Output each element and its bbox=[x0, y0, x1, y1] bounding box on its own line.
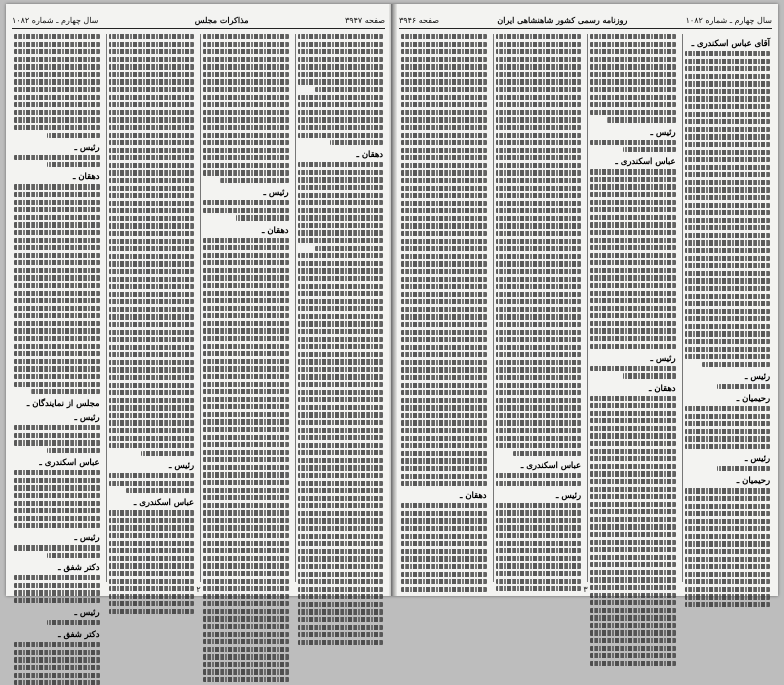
section-heading: مجلس از نمایندگان ـ bbox=[26, 398, 100, 409]
speaker-heading: عباس اسکندری ـ bbox=[520, 459, 581, 470]
speaker-heading: دکتر شفق ـ bbox=[58, 562, 100, 573]
left-page-header bbox=[12, 12, 385, 29]
speaker-heading: رحیمیان ـ bbox=[736, 393, 770, 404]
left-page-title: مذاکرات مجلس bbox=[194, 15, 249, 25]
speaker-heading: دهقان ـ bbox=[262, 224, 289, 235]
right-column-1 bbox=[682, 34, 773, 582]
speaker-heading: دهقان ـ bbox=[649, 382, 676, 393]
speaker-heading: رئیس ـ bbox=[74, 532, 100, 543]
speaker-heading: آقای عباس اسکندری ـ bbox=[691, 38, 770, 48]
left-page-footer: ۲ bbox=[196, 585, 201, 594]
right-page bbox=[392, 4, 778, 596]
speaker-heading: دهقان ـ bbox=[356, 149, 383, 160]
speaker-heading: دکتر شفق ـ bbox=[58, 629, 100, 640]
speaker-heading: رئیس ـ bbox=[74, 141, 100, 152]
right-page-issue: سال چهارم ـ شماره ۱۰۸۲ bbox=[685, 15, 772, 25]
speaker-heading: عباس اسکندری ـ bbox=[133, 497, 194, 508]
left-column-1 bbox=[295, 34, 386, 582]
speaker-heading: رئیس ـ bbox=[74, 412, 100, 423]
left-column-3 bbox=[106, 34, 197, 582]
right-column-4 bbox=[399, 34, 489, 582]
left-page-number: صفحه ۳۹۴۷ bbox=[344, 15, 385, 25]
left-page bbox=[6, 4, 392, 640]
left-column-4 bbox=[12, 34, 102, 640]
speaker-heading: دهقان ـ bbox=[460, 490, 487, 501]
speaker-heading: رئیس ـ bbox=[745, 453, 770, 464]
speaker-heading: رئیس ـ bbox=[745, 370, 770, 381]
speaker-heading: رئیس ـ bbox=[263, 187, 289, 198]
right-column-2 bbox=[587, 34, 678, 582]
right-page-columns bbox=[399, 34, 772, 582]
speaker-heading: عباس اسکندری ـ bbox=[615, 156, 676, 167]
right-column-3 bbox=[493, 34, 584, 582]
left-column-2 bbox=[200, 34, 291, 582]
right-page-footer: ۳ bbox=[583, 585, 588, 594]
speaker-heading: عباس اسکندری ـ bbox=[39, 457, 100, 468]
right-page-number: صفحه ۳۹۴۶ bbox=[399, 15, 440, 25]
left-page-issue: سال چهارم ـ شماره ۱۰۸۲ bbox=[12, 15, 99, 25]
right-page-title: روزنامه رسمی کشور شاهنشاهی ایران bbox=[497, 15, 628, 25]
speaker-heading: دهقان ـ bbox=[73, 171, 100, 182]
speaker-heading: رئیس ـ bbox=[556, 489, 581, 500]
speaker-heading: رئیس ـ bbox=[74, 607, 100, 618]
speaker-heading: رئیس ـ bbox=[169, 459, 194, 470]
right-page-header bbox=[399, 12, 772, 29]
newspaper-spread bbox=[6, 4, 778, 640]
speaker-heading: رئیس ـ bbox=[650, 126, 676, 137]
speaker-heading: رئیس ـ bbox=[650, 352, 676, 363]
binding-gutter bbox=[389, 4, 397, 596]
speaker-heading: رحیمیان ـ bbox=[736, 475, 770, 486]
left-page-columns bbox=[12, 34, 385, 640]
